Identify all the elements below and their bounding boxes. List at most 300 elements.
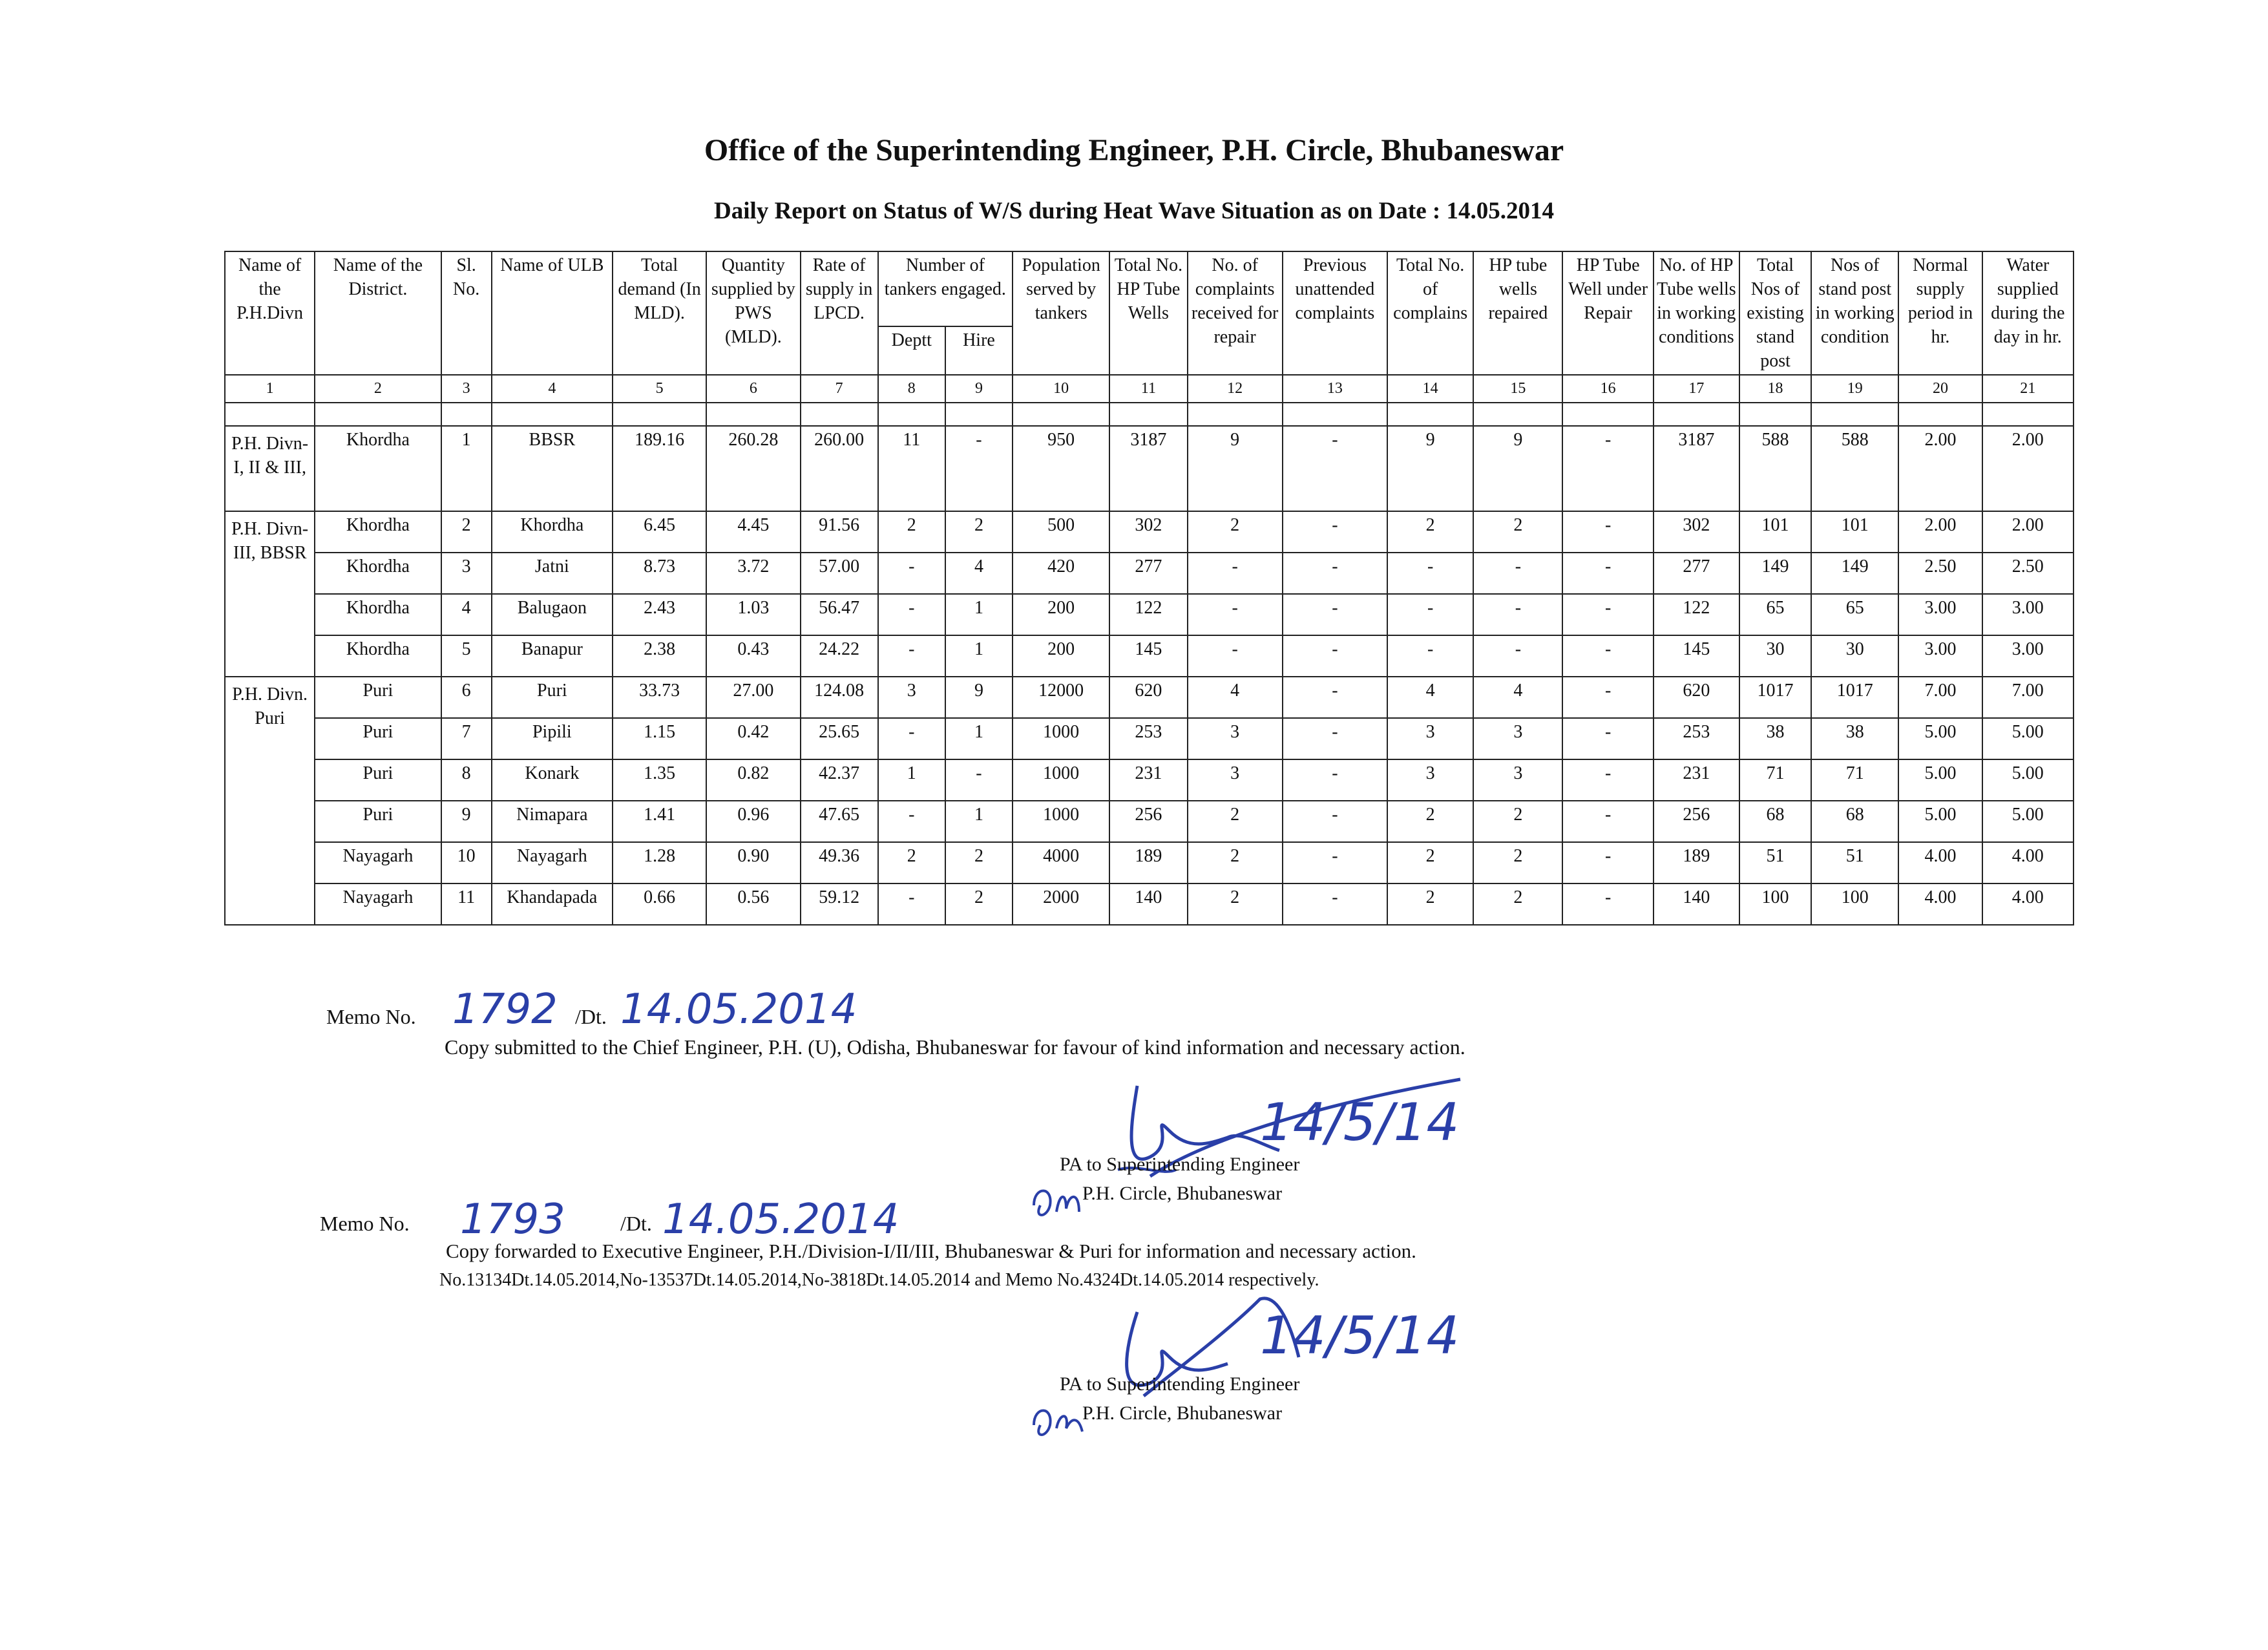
table-cell: 6.45 bbox=[613, 511, 706, 553]
table-cell: Nayagarh bbox=[315, 883, 441, 925]
table-cell: 4000 bbox=[1013, 842, 1109, 883]
table-cell: 1.03 bbox=[706, 594, 800, 635]
table-cell: 100 bbox=[1811, 883, 1898, 925]
table-cell: 1 bbox=[945, 801, 1013, 842]
table-cell: - bbox=[1188, 635, 1283, 677]
table-cell: 200 bbox=[1013, 594, 1109, 635]
table-cell: - bbox=[1562, 511, 1653, 553]
table-cell: Khordha bbox=[315, 553, 441, 594]
table-row bbox=[225, 718, 2074, 759]
table-cell: 189 bbox=[1109, 842, 1187, 883]
header-repaired: HP tube wells repaired bbox=[1473, 251, 1562, 375]
memo1-date: 14.05.2014 bbox=[620, 986, 857, 1033]
table-cell: 68 bbox=[1739, 801, 1811, 842]
sign1-line1: PA to Superintending Engineer bbox=[1060, 1154, 1300, 1175]
table-cell: - bbox=[1283, 718, 1387, 759]
table-cell: Puri bbox=[492, 677, 613, 718]
table-cell: 4 bbox=[1473, 677, 1562, 718]
table-cell: 3.00 bbox=[1982, 594, 2074, 635]
header-row bbox=[225, 251, 2074, 326]
table-cell: 1.15 bbox=[613, 718, 706, 759]
table-cell: 5.00 bbox=[1982, 759, 2074, 801]
column-number: 5 bbox=[613, 375, 706, 403]
header-total-demand: Total demand (In MLD). bbox=[613, 251, 706, 375]
table-cell: 4.00 bbox=[1982, 842, 2074, 883]
table-cell: Puri bbox=[315, 677, 441, 718]
table-cell: - bbox=[1473, 594, 1562, 635]
table-cell: - bbox=[1562, 426, 1653, 511]
table-cell: 0.56 bbox=[706, 883, 800, 925]
table-cell: - bbox=[1562, 759, 1653, 801]
table-cell: Puri bbox=[315, 801, 441, 842]
table-cell: - bbox=[1283, 759, 1387, 801]
table-cell: 2 bbox=[878, 842, 945, 883]
table-cell: 3 bbox=[1473, 718, 1562, 759]
table-cell: 2 bbox=[1188, 883, 1283, 925]
table-cell: 2.00 bbox=[1982, 511, 2074, 553]
table-row bbox=[225, 883, 2074, 925]
table-cell: 2.43 bbox=[613, 594, 706, 635]
column-number: 17 bbox=[1654, 375, 1739, 403]
sign2-date: 14/5/14 bbox=[1260, 1306, 1460, 1366]
table-cell: Nayagarh bbox=[315, 842, 441, 883]
table-cell: 122 bbox=[1109, 594, 1187, 635]
header-stand-working: Nos of stand post in working condition bbox=[1811, 251, 1898, 375]
header-quantity-supplied: Quantity supplied by PWS (MLD). bbox=[706, 251, 800, 375]
header-stand-post: Total Nos of existing stand post bbox=[1739, 251, 1811, 375]
table-cell: 2.00 bbox=[1898, 511, 1982, 553]
table-cell: 149 bbox=[1739, 553, 1811, 594]
table-cell: 2 bbox=[945, 883, 1013, 925]
table-cell: 277 bbox=[1654, 553, 1739, 594]
table-cell: Banapur bbox=[492, 635, 613, 677]
table-cell: 1000 bbox=[1013, 801, 1109, 842]
table-cell: - bbox=[1283, 677, 1387, 718]
column-number: 6 bbox=[706, 375, 800, 403]
table-cell: 189 bbox=[1654, 842, 1739, 883]
table-cell: 1.41 bbox=[613, 801, 706, 842]
table-cell: 3 bbox=[1188, 759, 1283, 801]
table-cell: 1017 bbox=[1811, 677, 1898, 718]
table-cell: 1 bbox=[945, 718, 1013, 759]
table-cell: 25.65 bbox=[801, 718, 878, 759]
table-cell: 253 bbox=[1109, 718, 1187, 759]
table-cell: 149 bbox=[1811, 553, 1898, 594]
table-cell: 5.00 bbox=[1982, 801, 2074, 842]
table-cell: 2.38 bbox=[613, 635, 706, 677]
table-row bbox=[225, 677, 2074, 718]
table-row bbox=[225, 426, 2074, 511]
table-cell: 256 bbox=[1654, 801, 1739, 842]
table-row bbox=[225, 635, 2074, 677]
table-cell: 2 bbox=[1188, 511, 1283, 553]
table-cell: 2 bbox=[1473, 511, 1562, 553]
memo2-label: Memo No. bbox=[320, 1212, 410, 1235]
table-cell: 2.00 bbox=[1982, 426, 2074, 511]
column-number: 10 bbox=[1013, 375, 1109, 403]
table-cell: 30 bbox=[1811, 635, 1898, 677]
table-cell: - bbox=[1562, 594, 1653, 635]
memo1-number: 1792 bbox=[452, 986, 558, 1033]
header-under-repair: HP Tube Well under Repair bbox=[1562, 251, 1653, 375]
table-cell: 51 bbox=[1811, 842, 1898, 883]
header-water-supplied: Water supplied during the day in hr. bbox=[1982, 251, 2074, 375]
table-cell: 38 bbox=[1811, 718, 1898, 759]
header-ulb: Name of ULB bbox=[492, 251, 613, 375]
table-cell: 4 bbox=[1188, 677, 1283, 718]
table-cell: 57.00 bbox=[801, 553, 878, 594]
table-cell: 12000 bbox=[1013, 677, 1109, 718]
table-cell: 56.47 bbox=[801, 594, 878, 635]
table-cell: 11 bbox=[878, 426, 945, 511]
table-cell: 2 bbox=[1387, 801, 1473, 842]
column-number: 19 bbox=[1811, 375, 1898, 403]
table-cell: 10 bbox=[441, 842, 492, 883]
header-total-hp: Total No. HP Tube Wells bbox=[1109, 251, 1187, 375]
table-cell: 231 bbox=[1109, 759, 1187, 801]
table-cell: - bbox=[1188, 553, 1283, 594]
table-cell: 1000 bbox=[1013, 759, 1109, 801]
table-cell: 71 bbox=[1811, 759, 1898, 801]
sign1-line2: P.H. Circle, Bhubaneswar bbox=[1082, 1183, 1283, 1204]
table-cell: 9 bbox=[441, 801, 492, 842]
table-cell: 2 bbox=[1188, 842, 1283, 883]
table-cell: 2 bbox=[1387, 883, 1473, 925]
table-cell: 2 bbox=[945, 842, 1013, 883]
table-cell: 3.72 bbox=[706, 553, 800, 594]
table-cell: - bbox=[878, 553, 945, 594]
table-cell: 9 bbox=[1473, 426, 1562, 511]
table-cell: 4.00 bbox=[1898, 842, 1982, 883]
sign2-line1: PA to Superintending Engineer bbox=[1060, 1373, 1300, 1395]
header-district: Name of the District. bbox=[315, 251, 441, 375]
header-normal-supply: Normal supply period in hr. bbox=[1898, 251, 1982, 375]
table-cell: 588 bbox=[1811, 426, 1898, 511]
table-cell: 0.82 bbox=[706, 759, 800, 801]
table-cell: 2 bbox=[1473, 842, 1562, 883]
table-cell: - bbox=[1188, 594, 1283, 635]
table-cell: 7.00 bbox=[1982, 677, 2074, 718]
table-cell: 1 bbox=[945, 594, 1013, 635]
column-number: 21 bbox=[1982, 375, 2074, 403]
table-cell: Jatni bbox=[492, 553, 613, 594]
table-cell: 4 bbox=[1387, 677, 1473, 718]
header-population: Population served by tankers bbox=[1013, 251, 1109, 375]
table-cell: 1 bbox=[878, 759, 945, 801]
column-number: 3 bbox=[441, 375, 492, 403]
spacer-row bbox=[225, 403, 2074, 426]
memo1-label: Memo No. bbox=[326, 1005, 416, 1028]
table-cell: 277 bbox=[1109, 553, 1187, 594]
table-cell: 3 bbox=[1387, 718, 1473, 759]
table-cell: 5 bbox=[441, 635, 492, 677]
table-row bbox=[225, 801, 2074, 842]
table-cell: 2 bbox=[1387, 842, 1473, 883]
table-cell: 122 bbox=[1654, 594, 1739, 635]
initials-1 bbox=[1027, 1179, 1086, 1225]
table-cell: 27.00 bbox=[706, 677, 800, 718]
table-cell: 5.00 bbox=[1898, 718, 1982, 759]
table-cell: 9 bbox=[1387, 426, 1473, 511]
table-cell: - bbox=[1562, 883, 1653, 925]
table-cell: 1.35 bbox=[613, 759, 706, 801]
table-cell: 260.28 bbox=[706, 426, 800, 511]
table-cell: Balugaon bbox=[492, 594, 613, 635]
table-row bbox=[225, 842, 2074, 883]
table-cell: 38 bbox=[1739, 718, 1811, 759]
table-cell: 500 bbox=[1013, 511, 1109, 553]
table-cell: 2 bbox=[1473, 883, 1562, 925]
header-rate-supply: Rate of supply in LPCD. bbox=[801, 251, 878, 375]
table-cell: BBSR bbox=[492, 426, 613, 511]
table-cell: 8 bbox=[441, 759, 492, 801]
table-cell: 2 bbox=[1473, 801, 1562, 842]
table-cell: 1 bbox=[945, 635, 1013, 677]
header-hire: Hire bbox=[945, 326, 1013, 375]
table-cell: 620 bbox=[1109, 677, 1187, 718]
table-cell: - bbox=[1473, 553, 1562, 594]
column-number: 11 bbox=[1109, 375, 1187, 403]
table-cell: 3.00 bbox=[1898, 594, 1982, 635]
table-cell: 4.45 bbox=[706, 511, 800, 553]
table-cell: 9 bbox=[945, 677, 1013, 718]
table-cell: 260.00 bbox=[801, 426, 878, 511]
table-cell: - bbox=[1387, 553, 1473, 594]
division-cell: P.H. Divn-III, BBSR bbox=[225, 511, 315, 677]
table-cell: - bbox=[1387, 594, 1473, 635]
status-table bbox=[224, 251, 2074, 925]
table-cell: 231 bbox=[1654, 759, 1739, 801]
memo1-text: Copy submitted to the Chief Engineer, P.H. (U), Odisha, Bhubaneswar for favour of kind information and necessary action. bbox=[445, 1035, 1465, 1059]
table-cell: 124.08 bbox=[801, 677, 878, 718]
table-cell: 59.12 bbox=[801, 883, 878, 925]
table-cell: Pipili bbox=[492, 718, 613, 759]
table-cell: 2 bbox=[1387, 511, 1473, 553]
table-cell: 3 bbox=[878, 677, 945, 718]
table-cell: 30 bbox=[1739, 635, 1811, 677]
table-cell: Khordha bbox=[492, 511, 613, 553]
table-cell: 7 bbox=[441, 718, 492, 759]
column-number: 4 bbox=[492, 375, 613, 403]
table-cell: 2 bbox=[441, 511, 492, 553]
table-cell: 7.00 bbox=[1898, 677, 1982, 718]
memo2-text: Copy forwarded to Executive Engineer, P.H./Division-I/II/III, Bhubaneswar & Puri for information and necessary action. bbox=[446, 1240, 1416, 1262]
table-cell: 140 bbox=[1109, 883, 1187, 925]
table-cell: 0.90 bbox=[706, 842, 800, 883]
table-cell: 1000 bbox=[1013, 718, 1109, 759]
header-deptt: Deptt bbox=[878, 326, 945, 375]
header-divn: Name of the P.H.Divn bbox=[225, 251, 315, 375]
column-number-row bbox=[225, 375, 2074, 403]
table-cell: - bbox=[945, 759, 1013, 801]
table-cell: - bbox=[1283, 842, 1387, 883]
column-number: 12 bbox=[1188, 375, 1283, 403]
table-cell: Nayagarh bbox=[492, 842, 613, 883]
sign2-line2: P.H. Circle, Bhubaneswar bbox=[1082, 1402, 1283, 1424]
table-cell: 200 bbox=[1013, 635, 1109, 677]
table-cell: 2 bbox=[878, 511, 945, 553]
table-cell: Khordha bbox=[315, 511, 441, 553]
table-cell: - bbox=[1562, 842, 1653, 883]
table-cell: Konark bbox=[492, 759, 613, 801]
table-cell: 3.00 bbox=[1982, 635, 2074, 677]
table-cell: - bbox=[1283, 594, 1387, 635]
table-cell: 47.65 bbox=[801, 801, 878, 842]
table-cell: 253 bbox=[1654, 718, 1739, 759]
table-cell: 5.00 bbox=[1898, 801, 1982, 842]
table-cell: - bbox=[878, 883, 945, 925]
table-cell: 2.00 bbox=[1898, 426, 1982, 511]
column-number: 14 bbox=[1387, 375, 1473, 403]
column-number: 8 bbox=[878, 375, 945, 403]
table-cell: - bbox=[878, 718, 945, 759]
table-cell: - bbox=[1283, 553, 1387, 594]
table-cell: 71 bbox=[1739, 759, 1811, 801]
initials-2 bbox=[1027, 1396, 1086, 1441]
table-cell: - bbox=[878, 635, 945, 677]
table-cell: 101 bbox=[1739, 511, 1811, 553]
table-cell: 189.16 bbox=[613, 426, 706, 511]
table-row bbox=[225, 759, 2074, 801]
table-row bbox=[225, 553, 2074, 594]
table-cell: 2.50 bbox=[1982, 553, 2074, 594]
table-cell: 0.96 bbox=[706, 801, 800, 842]
table-cell: - bbox=[1473, 635, 1562, 677]
table-cell: 3 bbox=[1387, 759, 1473, 801]
sign1-date: 14/5/14 bbox=[1260, 1092, 1460, 1152]
memo2-number: 1793 bbox=[460, 1196, 565, 1243]
table-cell: 1 bbox=[441, 426, 492, 511]
table-cell: 145 bbox=[1109, 635, 1187, 677]
table-cell: 5.00 bbox=[1898, 759, 1982, 801]
column-number: 7 bbox=[801, 375, 878, 403]
table-cell: 588 bbox=[1739, 426, 1811, 511]
memo2-ref: No.13134Dt.14.05.2014,No-13537Dt.14.05.2014,No-3818Dt.14.05.2014 and Memo No.4324Dt.14.05.2014 respectively. bbox=[439, 1270, 1319, 1290]
table-cell: 302 bbox=[1654, 511, 1739, 553]
table-cell: 2.50 bbox=[1898, 553, 1982, 594]
table-cell: 4 bbox=[441, 594, 492, 635]
table-row bbox=[225, 511, 2074, 553]
table-cell: - bbox=[1562, 718, 1653, 759]
table-cell: Puri bbox=[315, 718, 441, 759]
table-cell: - bbox=[1562, 635, 1653, 677]
table-cell: Puri bbox=[315, 759, 441, 801]
table-cell: 2 bbox=[1188, 801, 1283, 842]
table-cell: 302 bbox=[1109, 511, 1187, 553]
table-cell: 620 bbox=[1654, 677, 1739, 718]
table-cell: - bbox=[1562, 801, 1653, 842]
table-cell: 33.73 bbox=[613, 677, 706, 718]
report-subtitle: Daily Report on Status of W/S during Heat Wave Situation as on Date : 14.05.2014 bbox=[714, 198, 1554, 224]
header-tankers: Number of tankers engaged. bbox=[878, 251, 1013, 326]
table-cell: 65 bbox=[1739, 594, 1811, 635]
table-cell: 420 bbox=[1013, 553, 1109, 594]
table-cell: Khordha bbox=[315, 426, 441, 511]
table-cell: 8.73 bbox=[613, 553, 706, 594]
table-cell: Nimapara bbox=[492, 801, 613, 842]
table-cell: - bbox=[1283, 883, 1387, 925]
table-cell: 49.36 bbox=[801, 842, 878, 883]
header-previous: Previous unattended complaints bbox=[1283, 251, 1387, 375]
table-cell: - bbox=[1562, 553, 1653, 594]
table-cell: 3.00 bbox=[1898, 635, 1982, 677]
header-working: No. of HP Tube wells in working conditions bbox=[1654, 251, 1739, 375]
table-cell: 100 bbox=[1739, 883, 1811, 925]
table-cell: - bbox=[1283, 635, 1387, 677]
table-cell: 4.00 bbox=[1898, 883, 1982, 925]
table-cell: 6 bbox=[441, 677, 492, 718]
column-number: 9 bbox=[945, 375, 1013, 403]
table-cell: - bbox=[1562, 677, 1653, 718]
table-cell: 24.22 bbox=[801, 635, 878, 677]
table-cell: 2000 bbox=[1013, 883, 1109, 925]
table-cell: 101 bbox=[1811, 511, 1898, 553]
table-cell: 91.56 bbox=[801, 511, 878, 553]
table-cell: 4.00 bbox=[1982, 883, 2074, 925]
table-cell: 0.43 bbox=[706, 635, 800, 677]
table-cell: 5.00 bbox=[1982, 718, 2074, 759]
memo1-date-label: /Dt. bbox=[575, 1005, 607, 1028]
table-cell: 256 bbox=[1109, 801, 1187, 842]
column-number: 13 bbox=[1283, 375, 1387, 403]
table-cell: 0.42 bbox=[706, 718, 800, 759]
table-cell: 1.28 bbox=[613, 842, 706, 883]
table-cell: 1017 bbox=[1739, 677, 1811, 718]
table-cell: 2 bbox=[945, 511, 1013, 553]
table-cell: 140 bbox=[1654, 883, 1739, 925]
column-number: 15 bbox=[1473, 375, 1562, 403]
table-cell: Khandapada bbox=[492, 883, 613, 925]
memo2-date-label: /Dt. bbox=[620, 1212, 652, 1235]
column-number: 16 bbox=[1562, 375, 1653, 403]
table-row bbox=[225, 594, 2074, 635]
column-number: 1 bbox=[225, 375, 315, 403]
division-cell: P.H. Divn-I, II & III, bbox=[225, 426, 315, 511]
table-cell: - bbox=[1387, 635, 1473, 677]
table-cell: Khordha bbox=[315, 635, 441, 677]
table-cell: - bbox=[1283, 801, 1387, 842]
column-number: 18 bbox=[1739, 375, 1811, 403]
table-cell: 65 bbox=[1811, 594, 1898, 635]
report-title: Office of the Superintending Engineer, P.H. Circle, Bhubaneswar bbox=[704, 133, 1564, 167]
header-total-complains: Total No. of complains bbox=[1387, 251, 1473, 375]
table-cell: 3 bbox=[441, 553, 492, 594]
table-cell: 9 bbox=[1188, 426, 1283, 511]
table-cell: 4 bbox=[945, 553, 1013, 594]
memo2-date: 14.05.2014 bbox=[662, 1196, 899, 1243]
table-cell: - bbox=[878, 594, 945, 635]
table-cell: 0.66 bbox=[613, 883, 706, 925]
table-cell: - bbox=[945, 426, 1013, 511]
division-cell: P.H. Divn. Puri bbox=[225, 677, 315, 925]
header-slno: Sl. No. bbox=[441, 251, 492, 375]
header-complaints: No. of complaints received for repair bbox=[1188, 251, 1283, 375]
table-cell: 3 bbox=[1473, 759, 1562, 801]
table-cell: 68 bbox=[1811, 801, 1898, 842]
table-cell: 42.37 bbox=[801, 759, 878, 801]
table-cell: 11 bbox=[441, 883, 492, 925]
table-cell: 3 bbox=[1188, 718, 1283, 759]
table-cell: - bbox=[1283, 511, 1387, 553]
column-number: 2 bbox=[315, 375, 441, 403]
table-cell: 51 bbox=[1739, 842, 1811, 883]
column-number: 20 bbox=[1898, 375, 1982, 403]
table-cell: Khordha bbox=[315, 594, 441, 635]
table-cell: - bbox=[1283, 426, 1387, 511]
table-cell: 145 bbox=[1654, 635, 1739, 677]
table-cell: 950 bbox=[1013, 426, 1109, 511]
table-cell: 3187 bbox=[1654, 426, 1739, 511]
